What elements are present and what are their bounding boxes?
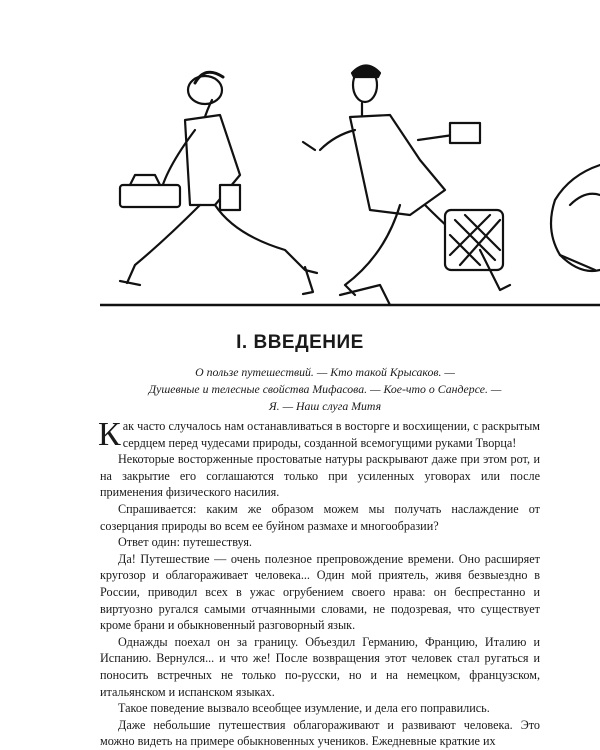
chapter-title: I. ВВЕДЕНИЕ — [236, 332, 364, 353]
chapter-body — [100, 418, 540, 750]
body-paragraph: Ответ один: путешествуя. — [118, 535, 252, 550]
runner-right-figure — [551, 165, 600, 271]
runner-middle-figure — [303, 66, 510, 306]
body-paragraph: Однажды поехал он за границу. Объездил Германию, Францию, Италию и Испанию. Вернулся... и что же! После возвращения этот человек стал ругаться и поносить встречных не только по-русски, но и на немецком, французском, итальянском и испанском языках. — [100, 634, 540, 699]
drop-cap: К — [98, 416, 121, 453]
epigraph — [100, 364, 550, 415]
runner-left-figure — [120, 72, 317, 294]
running-travelers-illustration — [100, 55, 600, 315]
epigraph-line: Я. — Наш слуга Митя — [268, 399, 382, 413]
body-paragraph: Даже небольшие путешествия облагораживают и развивают человека. Это можно видеть на примере обыкновенных учеников. Ежедневные краткие их — [100, 717, 540, 749]
body-paragraph: Некоторые восторженные простоватые натуры раскрывают даже при этом рот, и на закрытие его соглашаются только при усиленных уговорах или после применения физического насилия. — [100, 452, 540, 500]
epigraph-line: Душевные и телесные свойства Мифасова. — Кое-что о Сандерсе. — — [148, 382, 502, 396]
body-paragraph: Да! Путешествие — очень полезное препровождение времени. Оно расширяет кругозор и облагораживает человека... Один мой приятель, живя безвыездно в России, приводил всех в ужас огрубением своего нрава: он беспрестанно и виртуозно ругался самыми отчаянными словами, не подозревая, что существует кроме брани и обыкновенный разговорный язык. — [100, 551, 540, 633]
epigraph-line: О пользе путешествий. — Кто такой Крысаков. — — [195, 365, 455, 379]
body-paragraph: Такое поведение вызвало всеобщее изумление, и дела его поправились. — [118, 701, 490, 716]
body-paragraph: Как часто случалось нам останавливаться в восторге и восхищении, с раскрытым сердцем перед чудесами природы, созданной всемогущими руками Творца! — [98, 416, 540, 453]
body-paragraph: Спрашивается: каким же образом можем мы получать наслаждение от созерцания природы во всем ее буйном размахе и многообразии? — [100, 501, 540, 533]
